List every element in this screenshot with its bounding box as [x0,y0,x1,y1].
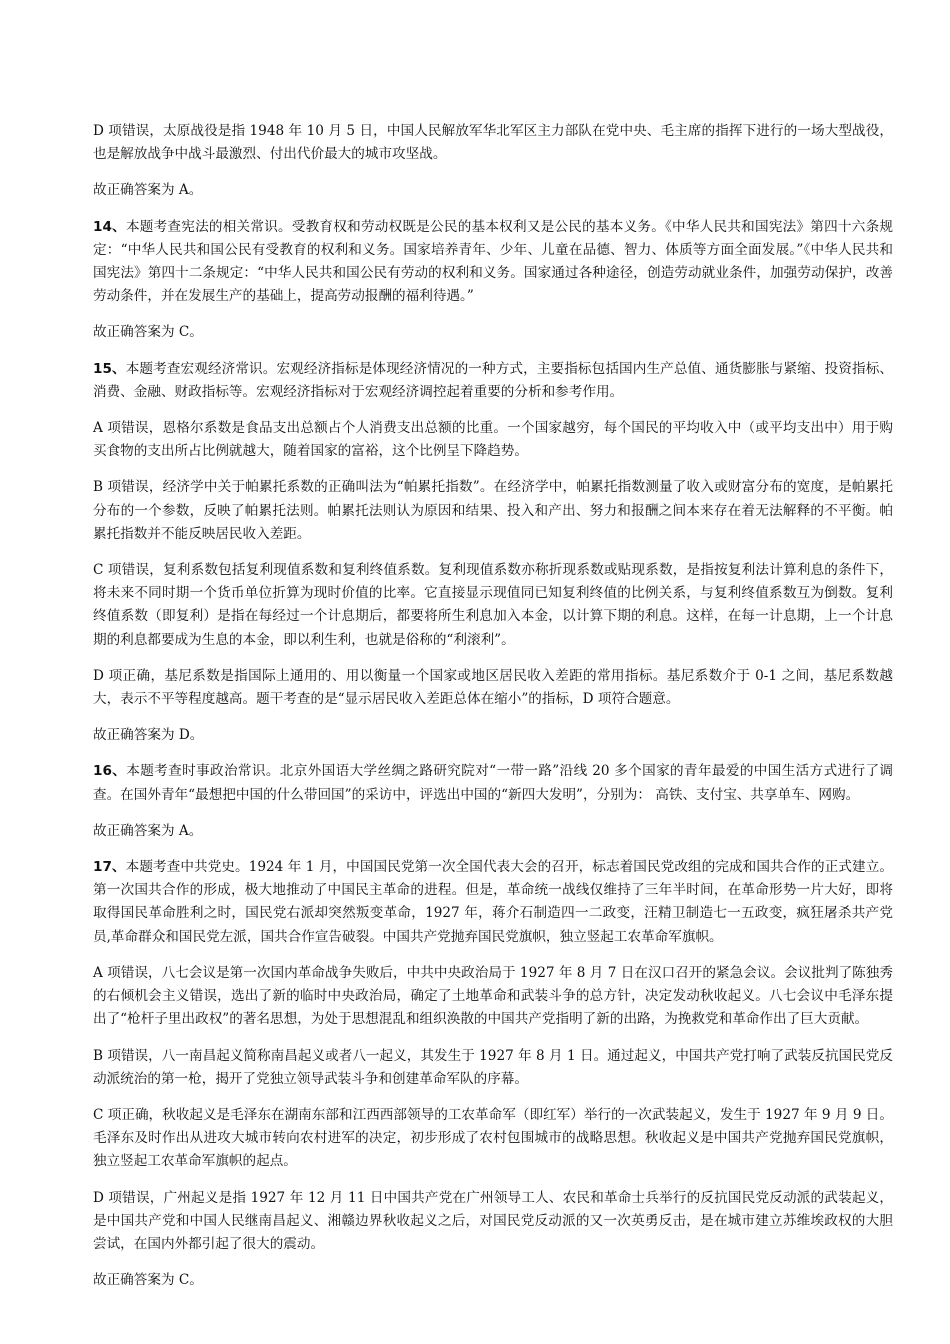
question-number: 14、 [93,218,126,235]
paragraph: B 项错误，八一南昌起义简称南昌起义或者八一起义，其发生于 1927 年 8 月 1 日。通过起义，中国共产党打响了武装反抗国民党反动派统治的第一枪，揭开了党独立领导武装斗争和创建革命军队的序幕。 [93,1047,893,1087]
answer-line: 故正确答案为 C。 [93,324,203,341]
paragraph: B 项错误，经济学中关于帕累托系数的正确叫法为“帕累托指数”。在经济学中，帕累托指数测量了收入或财富分布的宽度，是帕累托分布的一个参数，反映了帕累托法则。帕累托法则认为原因和结果、投入和产出、努力和报酬之间本来存在着无法解释的不平衡。帕累托指数并不能反映居民收入差距。 [93,479,893,542]
paragraph: C 项正确，秋收起义是毛泽东在湖南东部和江西西部领导的工农革命军（即红军）举行的一次武装起义，发生于 1927 年 9 月 9 日。毛泽东及时作出从进攻大城市转向农村进军的决定，初步形成了农村包围城市的战略思想。秋收起义是中国共产党抛弃国民党旗帜，独立竖起工农革命军旗帜的起点。 [93,1106,893,1170]
question-number: 16、 [93,763,127,780]
paragraph: D 项错误，太原战役是指 1948 年 10 月 5 日，中国人民解放军华北军区主力部队在党中央、毛主席的指挥下进行的一场大型战役，也是解放战争中战斗最激烈、付出代价最大的城市攻坚战。 [93,123,893,163]
paragraph: A 项错误，八七会议是第一次国内革命战争失败后，中共中央政治局于 1927 年 8 月 7 日在汉口召开的紧急会议。会议批判了陈独秀的右倾机会主义错误，选出了新的临时中央政治局，确定了土地革命和武装斗争的总方针，决定发动秋收起义。八七会议中毛泽东提出了“枪杆子里出政权”的著名思想，为处于思想混乱和组织涣散的中国共产党指明了新的出路，为挽救党和革命作出了巨大贡献。 [93,964,893,1028]
answer-line: 故正确答案为 D。 [93,727,204,744]
question-15-explanation: 15、本题考查宏观经济常识。宏观经济指标是体现经济情况的一种方式，主要指标包括国内生产总值、通货膨胀与紧缩、投资指标、消费、金融、财政指标等。宏观经济指标对于宏观经济调控起着重要的分析和参考作用。 [93,360,893,400]
answer-line: 故正确答案为 C。 [93,1272,203,1289]
question-number: 15、 [93,360,126,377]
answer-line: 故正确答案为 A。 [93,822,203,839]
question-16-explanation: 16、本题考查时事政治常识。北京外国语大学丝绸之路研究院对“一带一路”沿线 20 多个国家的青年最爱的中国生活方式进行了调查。在国外青年“最想把中国的什么带回国”的采访中，评选出中国的“新四大发明”，分别为： 高铁、支付宝、共享单车、网购。 [93,763,893,803]
document-body [93,120,893,1305]
answer-line: 故正确答案为 A。 [93,182,203,199]
paragraph: D 项错误，广州起义是指 1927 年 12 月 11 日中国共产党在广州领导工人、农民和革命士兵举行的反抗国民党反动派的武装起义，是中国共产党和中国人民继南昌起义、湘赣边界秋收起义之后，对国民党反动派的又一次英勇反击，是在城市建立苏维埃政权的大胆尝试，在国内外都引起了很大的震动。 [93,1189,893,1252]
question-14-explanation: 14、本题考查宪法的相关常识。受教育权和劳动权既是公民的基本权利又是公民的基本义务。《中华人民共和国宪法》第四十六条规定：“中华人民共和国公民有受教育的权利和义务。国家培养青年、少年、儿童在品德、智力、体质等方面全面发展。”《中华人民共和国宪法》第四十二条规定：“中华人民共和国公民有劳动的权利和义务。国家通过各种途径，创造劳动就业条件，加强劳动保护，改善劳动条件，并在发展生产的基础上，提高劳动报酬的福利待遇。” [93,218,893,305]
question-number: 17、 [93,859,126,876]
paragraph: C 项错误，复利系数包括复利现值系数和复利终值系数。复利现值系数亦称折现系数或贴现系数，是指按复利法计算利息的条件下，将未来不同时期一个货币单位折算为现时价值的比率。它直接显示现值同已知复利终值的比例关系，与复利终值系数互为倒数。复利终值系数（即复利）是指在每经过一个计息期后，都要将所生利息加入本金，以计算下期的利息。这样，在每一计息期，上一个计息期的利息都要成为生息的本金，即以利生利，也就是俗称的“利滚利”。 [93,562,893,648]
paragraph: D 项正确，基尼系数是指国际上通用的、用以衡量一个国家或地区居民收入差距的常用指标。基尼系数介于 0-1 之间，基尼系数越大，表示不平等程度越高。题干考查的是“显示居民收入差距总体在缩小”的指标，D 项符合题意。 [93,667,893,708]
paragraph: A 项错误，恩格尔系数是食品支出总额占个人消费支出总额的比重。一个国家越穷，每个国民的平均收入中（或平均支出中）用于购买食物的支出所占比例就越大，随着国家的富裕，这个比例呈下降趋势。 [93,420,893,460]
question-17-explanation: 17、本题考查中共党史。1924 年 1 月，中国国民党第一次全国代表大会的召开，标志着国民党改组的完成和国共合作的正式建立。第一次国共合作的形成，极大地推动了中国民主革命的进程。但是，革命统一战线仅维持了三年半时间，在革命形势一片大好，即将取得国民革命胜利之时，国民党右派却突然叛变革命，1927 年，蒋介石制造四一二政变，汪精卫制造七一五政变，疯狂屠杀共产党员,革命群众和国民党左派，国共合作宣告破裂。中国共产党抛弃国民党旗帜，独立竖起工农革命军旗帜。 [93,859,893,945]
